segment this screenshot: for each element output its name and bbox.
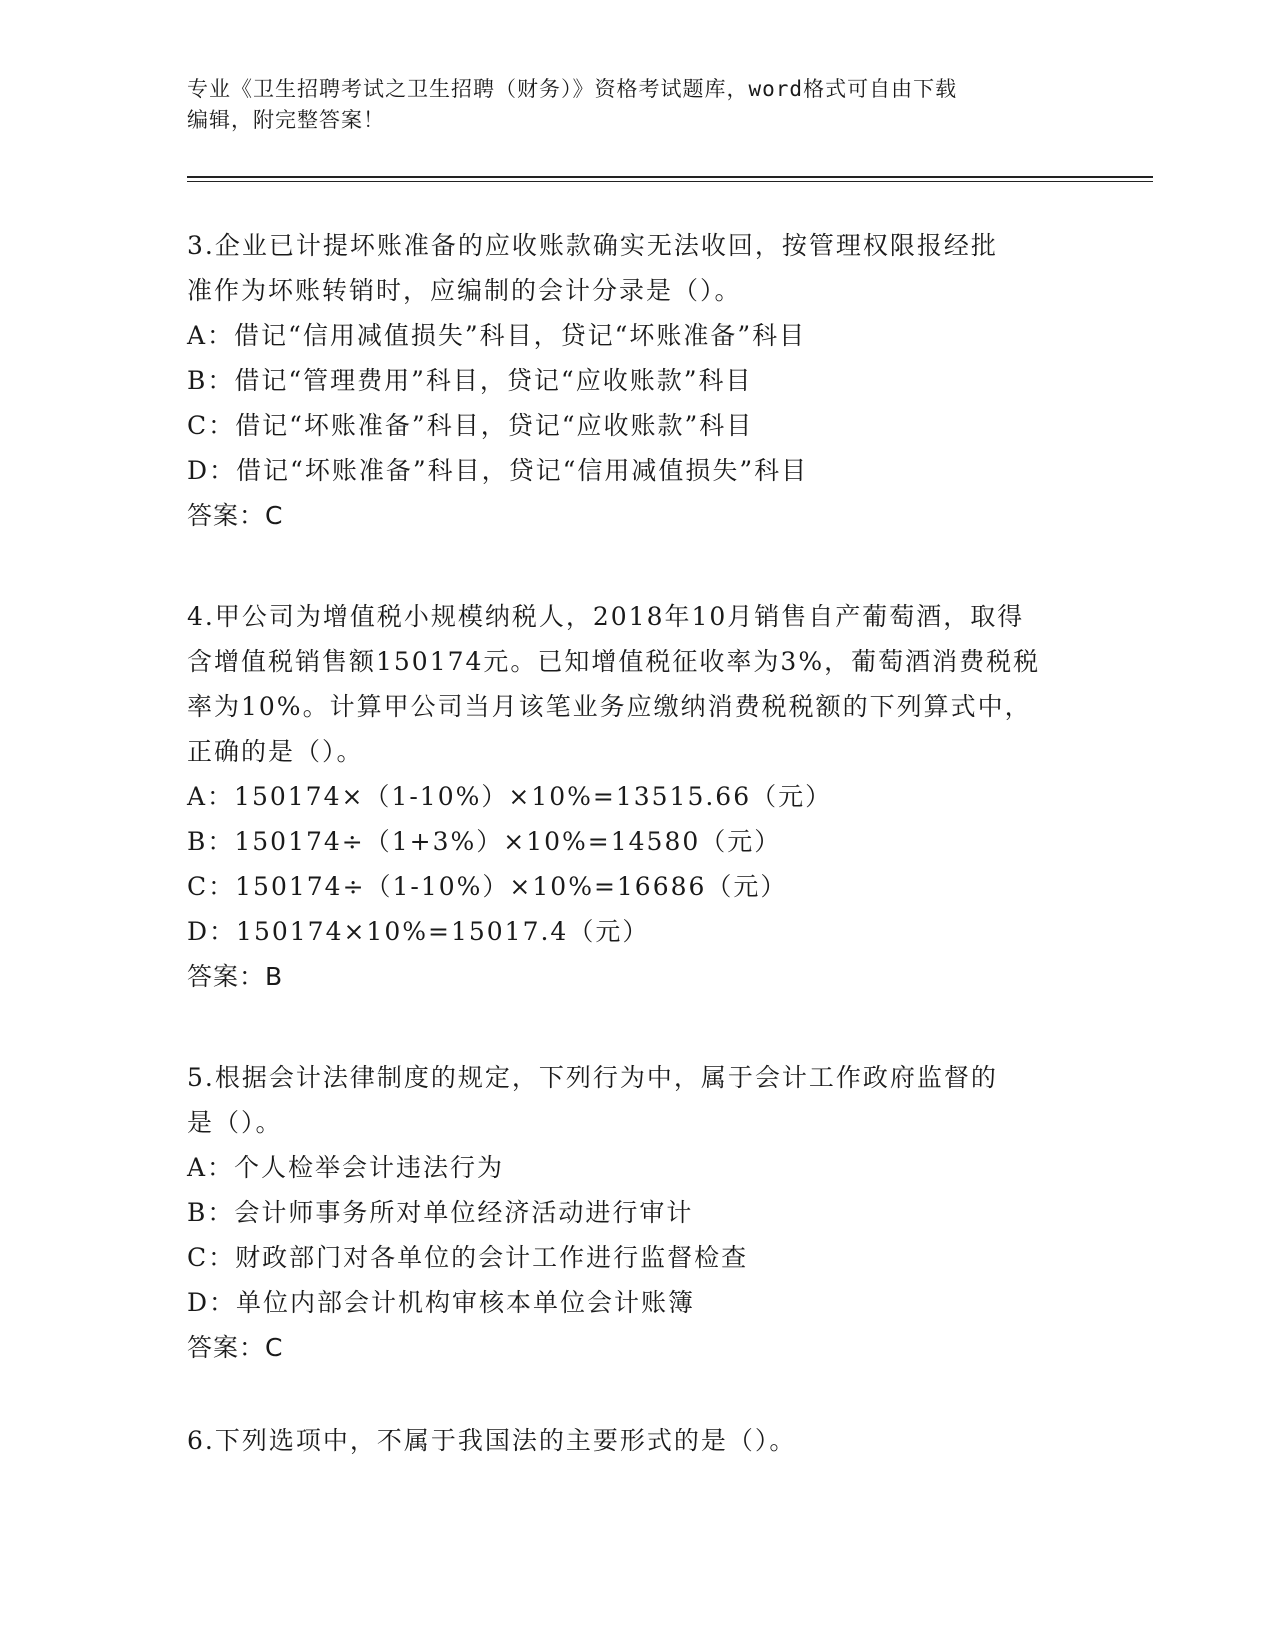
option-d: D：借记“坏账准备”科目，贷记“信用减值损失”科目 xyxy=(187,456,809,485)
question-6 xyxy=(187,1418,1087,1463)
option-b: B：会计师事务所对单位经济活动进行审计 xyxy=(187,1198,694,1227)
option-d: D：单位内部会计机构审核本单位会计账簿 xyxy=(187,1288,696,1317)
question-stem-line: 是（）。 xyxy=(187,1108,283,1137)
answer-line: 答案：B xyxy=(187,962,284,991)
question-stem-line: 准作为坏账转销时，应编制的会计分录是（）。 xyxy=(187,276,742,305)
header-line-2: 编辑，附完整答案！ xyxy=(187,108,385,132)
option-c: C：150174÷（1-10%）×10%=16686（元） xyxy=(187,872,788,901)
answer-line: 答案：C xyxy=(187,501,284,530)
question-5 xyxy=(187,1055,1087,1370)
option-a: A：借记“信用减值损失”科目，贷记“坏账准备”科目 xyxy=(187,321,807,350)
question-stem-line: 6.下列选项中，不属于我国法的主要形式的是（）。 xyxy=(187,1426,797,1455)
question-stem-line: 含增值税销售额150174元。已知增值税征收率为3%，葡萄酒消费税税 xyxy=(187,647,1041,676)
question-stem-line: 正确的是（）。 xyxy=(187,737,364,766)
header-line-1: 专业《卫生招聘考试之卫生招聘（财务）》资格考试题库，word格式可自由下载 xyxy=(187,77,958,101)
option-a: A：个人检举会计违法行为 xyxy=(187,1153,505,1182)
option-c: C：财政部门对各单位的会计工作进行监督检查 xyxy=(187,1243,749,1272)
option-a: A：150174×（1-10%）×10%=13515.66（元） xyxy=(187,782,833,811)
option-c: C：借记“坏账准备”科目，贷记“应收账款”科目 xyxy=(187,411,754,440)
question-stem-line: 3.企业已计提坏账准备的应收账款确实无法收回，按管理权限报经批 xyxy=(187,231,998,260)
question-3 xyxy=(187,223,1087,538)
answer-line: 答案：C xyxy=(187,1333,284,1362)
question-stem-line: 4.甲公司为增值税小规模纳税人，2018年10月销售自产葡萄酒，取得 xyxy=(187,602,1025,631)
option-b: B：借记“管理费用”科目，贷记“应收账款”科目 xyxy=(187,366,753,395)
header-divider xyxy=(187,176,1153,182)
option-d: D：150174×10%=15017.4（元） xyxy=(187,917,650,946)
question-stem-line: 率为10%。计算甲公司当月该笔业务应缴纳消费税税额的下列算式中， xyxy=(187,692,1032,721)
question-stem-line: 5.根据会计法律制度的规定，下列行为中，属于会计工作政府监督的 xyxy=(187,1063,998,1092)
option-b: B：150174÷（1+3%）×10%=14580（元） xyxy=(187,827,782,856)
question-4 xyxy=(187,594,1087,999)
document-header xyxy=(187,74,1087,136)
